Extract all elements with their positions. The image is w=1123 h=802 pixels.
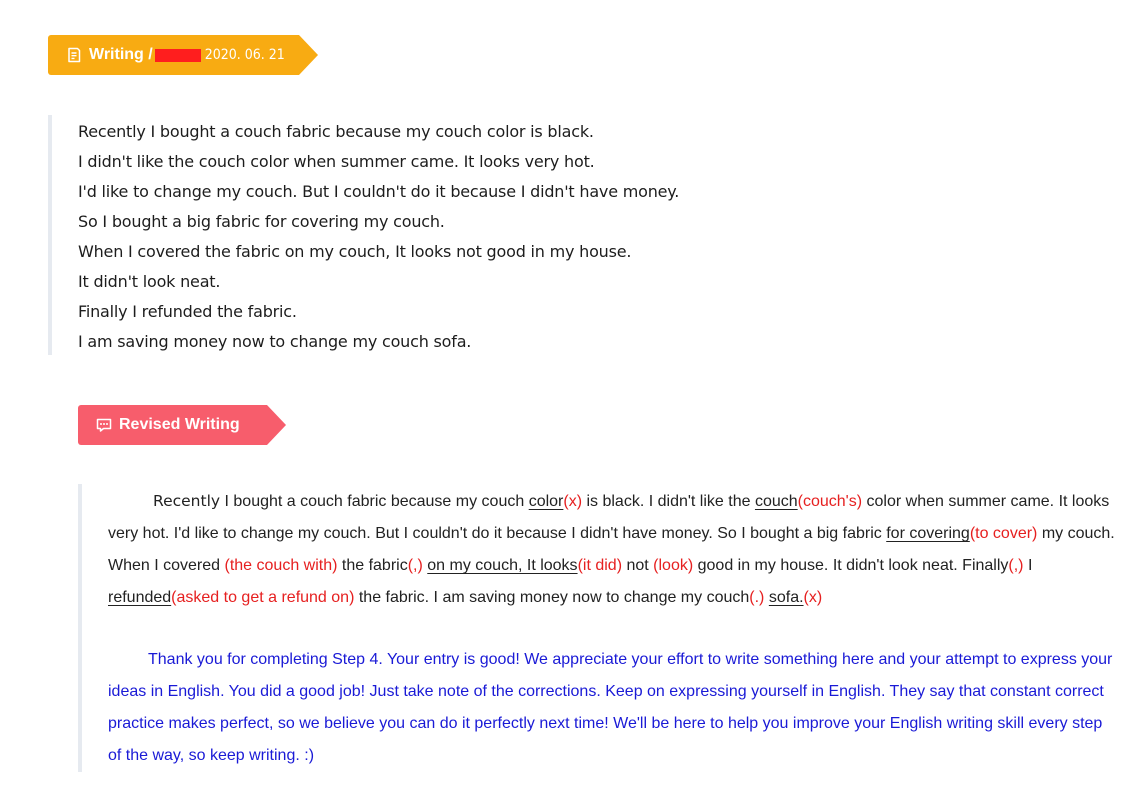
- revised-segment: the fabric: [337, 557, 408, 574]
- writing-tag: [48, 35, 299, 75]
- teacher-feedback: Thank you for completing Step 4. Your entry is good! We appreciate your effort to write something here and your attempt to express your ideas in English. You did a good job! Just take note of the corrections. Keep on expressing yourself in English. They say that constant correct practice makes perfect, so we believe you can do it perfectly next time! We'll be here to help you improve your English writing skill every step of the way, so keep writing. :): [108, 651, 1113, 764]
- corrected-phrase: for covering: [886, 525, 970, 542]
- original-line: I'd like to change my couch. But I couldn't do it because I didn't have money.: [78, 182, 680, 201]
- original-line: So I bought a big fabric for covering my couch.: [78, 212, 445, 231]
- correction-note: (couch's): [797, 493, 863, 510]
- corrected-phrase: on my couch, It looks: [427, 557, 578, 574]
- revised-segment: is black. I didn't like the: [582, 493, 755, 510]
- document-icon: [66, 47, 82, 63]
- correction-note: (to cover): [969, 525, 1038, 542]
- correction-note: (,): [407, 557, 423, 574]
- revised-segment: my couch. When I covered: [108, 525, 1115, 574]
- comment-icon: [96, 417, 112, 433]
- original-line: Recently I bought a couch fabric because my couch color is black.: [78, 122, 594, 141]
- original-writing: [48, 115, 688, 355]
- corrected-phrase: refunded: [108, 589, 172, 606]
- correction-note: (asked to get a refund on): [171, 589, 355, 606]
- original-line: It didn't look neat.: [78, 272, 221, 291]
- revised-text: [108, 484, 1118, 614]
- writing-tag-label: Writing /: [89, 46, 153, 63]
- revised-writing-tag: [78, 405, 267, 445]
- revised-segment: I bought a couch fabric because my couch: [220, 493, 529, 510]
- revised-segment: I: [1023, 557, 1033, 574]
- revised-writing-tag-label: Revised Writing: [119, 416, 240, 433]
- revised-segment: not: [622, 557, 654, 574]
- correction-note: (.): [749, 589, 765, 606]
- correction-note: (look): [653, 557, 694, 574]
- correction-note: (it did): [577, 557, 623, 574]
- correction-note: (the couch with): [224, 557, 338, 574]
- corrected-phrase: sofa.: [768, 589, 804, 606]
- revised-writing: [78, 484, 1118, 772]
- original-line: I didn't like the couch color when summer came. It looks very hot.: [78, 152, 595, 171]
- revised-segment: good in my house. It didn't look neat. Finally: [693, 557, 1009, 574]
- correction-note: (,): [1008, 557, 1024, 574]
- corrected-phrase: couch: [754, 493, 798, 510]
- revised-segment: the fabric. I am saving money now to change my couch: [354, 589, 750, 606]
- corrected-phrase: color: [528, 493, 564, 510]
- revised-segment: color when summer came. It looks very hot. I'd like to change my couch. But I couldn't do it because I didn't have money. So I bought a big fabric: [108, 493, 1110, 542]
- original-line: Finally I refunded the fabric.: [78, 302, 297, 321]
- redacted-name: [155, 49, 201, 62]
- correction-note: (x): [563, 493, 583, 510]
- original-line: I am saving money now to change my couch sofa.: [78, 332, 472, 351]
- revised-segment: Recently: [153, 492, 221, 510]
- writing-date: 2020. 06. 21: [204, 47, 285, 63]
- correction-note: (x): [803, 589, 823, 606]
- original-line: When I covered the fabric on my couch, It looks not good in my house.: [78, 242, 632, 261]
